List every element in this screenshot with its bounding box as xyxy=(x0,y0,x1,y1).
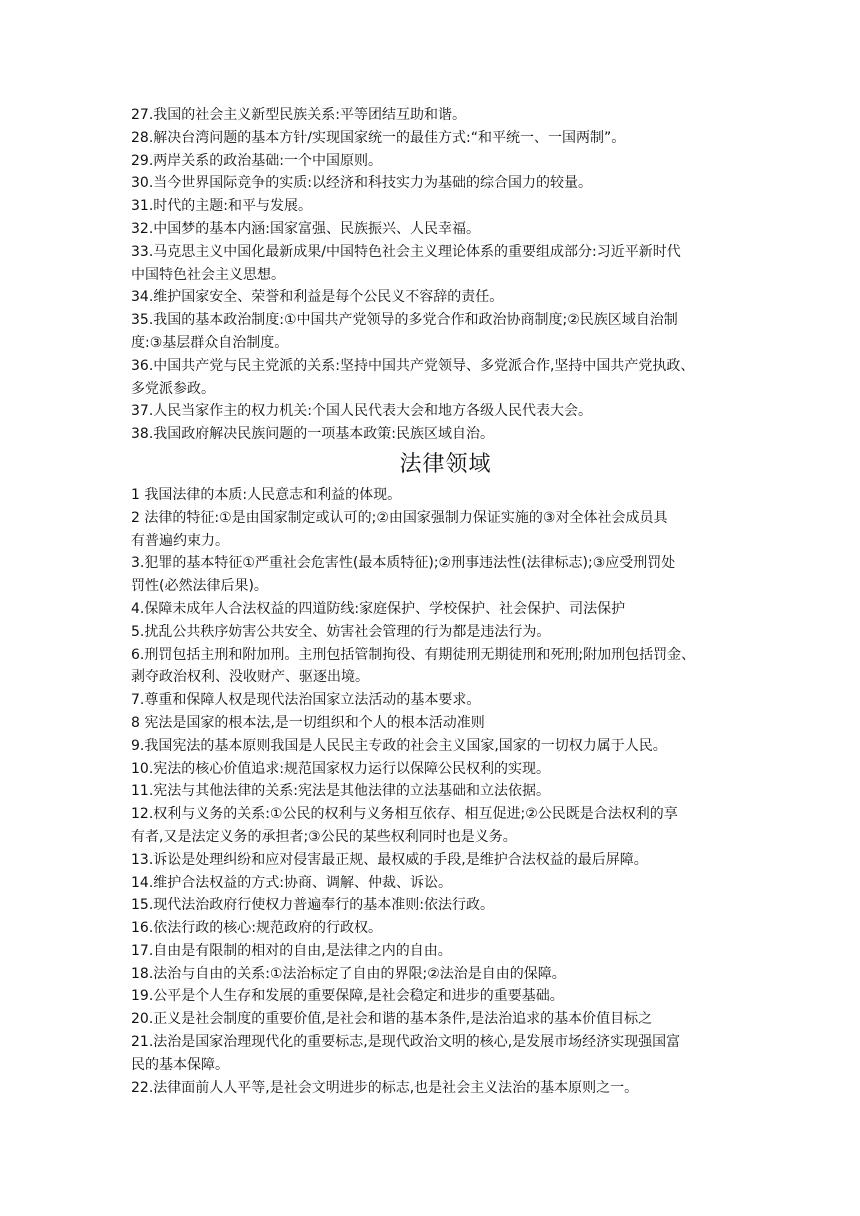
text-line: 31.时代的主题:和平与发展。 xyxy=(131,198,312,215)
text-line: 19.公平是个人生存和发展的重要保障,是社会稳定和进步的重要基础。 xyxy=(131,988,564,1005)
text-line: 38.我国政府解决民族问题的一项基本政策:民族区域自治。 xyxy=(131,426,494,443)
text-line: 5.扰乱公共秩序妨害公共安全、妨害社会管理的行为都是违法行为。 xyxy=(131,623,551,640)
text-line: 18.法治与自由的关系:①法治标定了自由的界限;②法治是自由的保障。 xyxy=(131,965,566,982)
text-line: 7.尊重和保障人权是现代法治国家立法活动的基本要求。 xyxy=(131,692,481,709)
text-line: 35.我国的基本政治制度:①中国共产党领导的多党合作和政治协商制度;②民族区域自治制 xyxy=(131,312,678,329)
text-line: 32.中国梦的基本内涵:国家富强、民族振兴、人民幸福。 xyxy=(131,220,480,237)
text-line: 17.自由是有限制的相对的自由,是法律之内的自由。 xyxy=(131,942,452,959)
text-line: 2 法律的特征:①是由国家制定或认可的;②由国家强制力保证实施的③对全体社会成员具 xyxy=(131,509,668,526)
section-law xyxy=(131,484,740,1100)
text-line: 剥夺政治权利、没收财产、驱逐出境。 xyxy=(131,669,369,686)
text-line: 37.人民当家作主的权力机关:个国人民代表大会和地方各级人民代表大会。 xyxy=(131,403,592,420)
text-line: 8 宪法是国家的根本法,是一切组织和个人的根本活动准则 xyxy=(131,714,485,731)
text-line: 有者,又是法定义务的承担者;③公民的某些权利同时也是义务。 xyxy=(131,828,517,845)
text-line: 1 我国法律的本质:人民意志和利益的体现。 xyxy=(131,486,402,503)
text-line: 34.维护国家安全、荣誉和利益是每个公民义不容辞的责任。 xyxy=(131,289,504,306)
text-line: 12.权利与义务的关系:①公民的权利与义务相互依存、相互促进;②公民既是合法权利的享 xyxy=(131,806,678,823)
text-line: 有普遍约束力。 xyxy=(131,532,229,549)
text-line: 3.犯罪的基本特征①严重社会危害性(最本质特征);②刑事违法性(法律标志);③应受刑罚处 xyxy=(131,555,676,572)
section-national-politics xyxy=(131,104,740,446)
text-line: 30.当今世界国际竞争的实质:以经济和科技实力为基础的综合国力的较量。 xyxy=(131,175,592,192)
text-line: 16.依法行政的核心:规范政府的行政权。 xyxy=(131,920,382,937)
text-line: 9.我国宪法的基本原则我国是人民民主专政的社会主义国家,国家的一切权力属于人民。 xyxy=(131,737,667,754)
text-line: 20.正义是社会制度的重要价值,是社会和谐的基本条件,是法治追求的基本价值目标之 xyxy=(131,1011,653,1028)
text-line: 中国特色社会主义思想。 xyxy=(131,266,285,283)
text-line: 10.宪法的核心价值追求:规范国家权力运行以保障公民权利的实现。 xyxy=(131,760,550,777)
text-line: 29.两岸关系的政治基础:一个中国原则。 xyxy=(131,152,382,169)
text-line: 28.解决台湾问题的基本方针/实现国家统一的最佳方式:“和平统一、一国两制”。 xyxy=(131,129,626,146)
section-title-law: 法律领域 xyxy=(399,451,492,477)
text-line: 21.法治是国家治理现代化的重要标志,是现代政治文明的核心,是发展市场经济实现强国富 xyxy=(131,1034,681,1051)
text-line: 4.保障未成年人合法权益的四道防线:家庭保护、学校保护、社会保护、司法保护 xyxy=(131,600,626,617)
text-line: 6.刑罚包括主刑和附加刑。主刑包括管制拘役、有期徒刑无期徒刑和死刑;附加刑包括罚金、 xyxy=(131,646,696,663)
text-line: 13.诉讼是处理纠纷和应对侵害最正规、最权威的手段,是维护合法权益的最后屏障。 xyxy=(131,851,648,868)
text-line: 11.宪法与其他法律的关系:宪法是其他法律的立法基础和立法依据。 xyxy=(131,783,550,800)
text-line: 罚性(必然法律后果)。 xyxy=(131,578,268,595)
text-line: 22.法律面前人人平等,是社会文明进步的标志,也是社会主义法治的基本原则之一。 xyxy=(131,1079,639,1096)
text-line: 15.现代法治政府行使权力普遍奉行的基本准则:依法行政。 xyxy=(131,897,494,914)
text-line: 民的基本保障。 xyxy=(131,1056,229,1073)
text-line: 33.马克思主义中国化最新成果/中国特色社会主义理论体系的重要组成部分:习近平新时代 xyxy=(131,243,681,260)
text-line: 36.中国共产党与民主党派的关系:坚持中国共产党领导、多党派合作,坚持中国共产党执政、 xyxy=(131,357,695,374)
text-line: 多党派参政。 xyxy=(131,380,215,397)
text-line: 14.维护合法权益的方式:协商、调解、仲裁、诉讼。 xyxy=(131,874,452,891)
text-line: 度:③基层群众自治制度。 xyxy=(131,334,289,351)
text-line: 27.我国的社会主义新型民族关系:平等团结互助和谐。 xyxy=(131,107,466,123)
